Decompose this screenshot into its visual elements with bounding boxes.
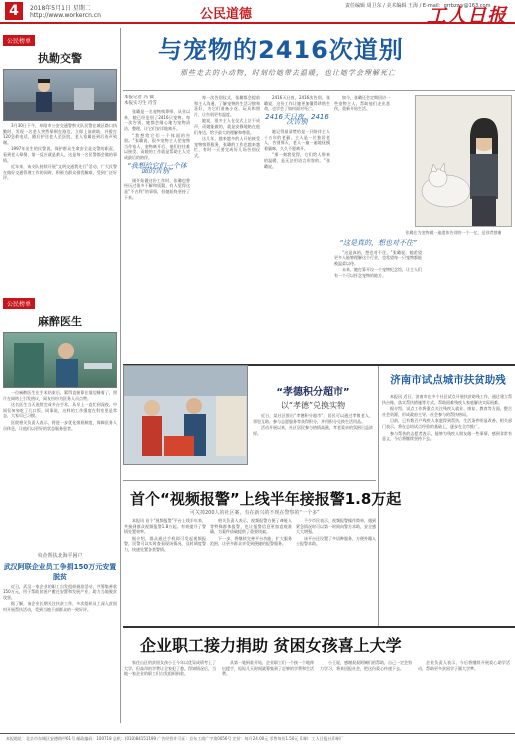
student-aid-column-2: 从第一笔捐款开始，企业职工们一个接一个地伸出援手，短短几天时间就筹集到了足够的学费和生活费。 — [222, 660, 314, 677]
page-footer: 本报地址：北京市东城区安德路甲61号 邮政编码：100718 总机：(010)84151199 广告经营许可证：京东工商广字第0056号 定价：每月24.00元 零售每份1.50元 印刷：工人日报社印刷厂 — [0, 733, 515, 744]
pet-funeral-photo — [415, 95, 512, 227]
police-photo — [3, 69, 117, 121]
feature-column-5: “这是真的，想也对不住” “这是真的，想也对不住。”张璐说，她希望更多人能够理解这个行业，也希望每一只宠物都能被温柔以待。 未来，她打算开设一个宠物纪念馆，让主人们有一个可以怀念宠物的地方。 — [334, 239, 422, 278]
video-column-1: 本报讯 首个“视频报警”平台上线半年来，共接到群众视频报警1.8万起，有效提升了警情处置效率。 据介绍，群众通过手机即可发起视频报警，民警可以实时查看现场情况，及时调度警力，快速处置各类警情。 — [124, 518, 206, 552]
video-column-2: 相关负责人表示，视频报警方便了聋哑人等特殊群体报警，也让报警信息更加直观准确，为案件侦破提供了重要线索。 下一步，将继续完善平台功能，扩大服务范围，让更多群众享受到便捷的报警服务。 — [210, 518, 292, 547]
feature-headline: 与宠物的2416次道别 — [158, 36, 404, 64]
photo-caption: 张璐在为宠物做一遍遗体告别的一个一亿，送别者感谢 — [405, 230, 502, 235]
feature-subheadline: 那些走去的小动物，时刻给她带去温暖，也让她学会理解死亡 — [180, 69, 396, 77]
video-column-3: 不少市民表示，视频报警操作简单，遇到紧急情况时可以第一时间向警方求助，安全感大大增强。 该平台还设置了多语种服务，方便外籍人士报警求助。 — [296, 518, 376, 547]
column-tag: 公民榜单 — [3, 298, 35, 309]
doctor-photo — [3, 332, 117, 388]
feature-column-2: 每一次告别仪式，张璐都会提前和主人沟通，了解宠物的生活习惯和喜好，为它们准备小花、玩具和照片，让告别更有温度。 她说，很多主人在仪式上泣不成声，而她能做的，就是安静地陪在他们身边，给予最大的理解和尊重。 这几年，越来越多的人开始接受宠物殡葬服务，张璐的工作也越来越忙，有时一天要完成好几场告别仪式。 — [194, 95, 260, 158]
column-divider — [120, 28, 121, 723]
student-aid-column-3: 小王说，感谢叔叔阿姨们的帮助，自己一定会努力学习，将来回报社会，把这份爱心传递下去。 — [320, 660, 412, 671]
section-rule — [123, 480, 376, 481]
jinan-headline: 济南市试点城市扶贫助残 — [390, 374, 506, 386]
story-title-donation: 武汉阿联企业员工争捐150万元安置脱贫 — [3, 562, 117, 581]
website-link[interactable]: http://www.workercn.cn — [30, 12, 101, 19]
doctor-figure-icon — [4, 333, 116, 387]
pull-quote-2: 2416天日夜，2416次告别 — [265, 112, 329, 127]
cat-and-woman-icon — [416, 96, 512, 227]
video-alarm-headline: 首个“视频报警”上线半年接报警1.8万起 — [130, 490, 402, 508]
story-title-police: 执勤交警 — [38, 52, 82, 65]
newspaper-logo: 工人日报 — [426, 5, 507, 27]
filial-supermarket-photo — [123, 365, 248, 465]
student-aid-column-4: 企业负责人表示，今后将继续开展爱心助学活动，帮助更多贫困学子圆大学梦。 — [418, 660, 510, 671]
filial-subheadline: 以“孝德”兑换实物 — [280, 401, 346, 410]
feature-column-1: 本报记者 冯 钺 本报实习生 肖雪 张璐是一名宠物殡葬师，从业以来，她已经送别了2416只宠物。每一次告别，她都会细心地为宠物清洁、整理，让它们安详地离开。 “我想给它们一个体面的告别。”张璐说，很多宠物主人把宠物当作家人，宠物离开后，他们往往难以接受，而她的工作就是帮助主人完成最后的陪伴。 “我想给它们一个体面的告别” 刚开始做这份工作时，张璐也曾经历过很多不解和质疑，有人觉得这是“不吉利”的事情，但她始终坚持了下来。 — [124, 95, 190, 200]
left-column — [3, 28, 117, 723]
video-alarm-subheadline: 可关掉200人的社区案，有在新兴的不现在警察的“一个多” — [190, 510, 320, 516]
section-rule — [123, 626, 515, 628]
pull-quote-3: “这是真的，想也对不住” — [339, 239, 417, 247]
headline-rule — [123, 90, 515, 91]
story-body-donation: 近日，武汉一家企业的职工自发组织捐款活动，共筹集善款150万元，用于帮助贫困户搬迁安置和发展产业，助力当地脱贫攻坚。 据了解，该企业长期关注扶贫工作，多次组织员工深入贫困村开展帮扶活动，受到当地干部群众的一致好评。 — [3, 583, 117, 612]
supermarket-scene-icon — [124, 366, 248, 465]
story-body-doctor: 一位麻醉医生在手术结束后，累得直接靠在墙边睡着了，照片在网络上引发热议，网友纷纷为医务人员点赞。 这名医生当天连续完成多台手术，从早上一直忙到深夜，中间仅匆匆吃了几口饭。同事说，这样的工作强度在科室里是常态，大家早已习惯。 医院相关负责人表示，将进一步优化排班制度，保障医务人员休息，让他们以更好的状态服务患者。 — [3, 390, 117, 431]
story-kicker: 央企帮扶北海平困户 — [37, 553, 83, 559]
column-tag: 公民榜单 — [3, 35, 35, 46]
issue-date: 2018年5月1日 星期二 — [30, 5, 91, 12]
feature-column-4: 如今，张璐还会定期回访一些宠物主人，帮助他们走出悲伤，重新开始生活。 — [334, 95, 390, 112]
story-body-police: 3月30日下午，阜阳市公安交通警察支队民警在城区路口执勤时，发现一名老人突然晕倒在路边，立即上前救助，并拨打120急救电话，随后护送老人至医院，老人家属赶到后连声致谢。 1997年出生的民警说，保护群众生命安全是交警的职责，看到老人晕倒，第一反应就是救人，这是每一名民警都会做的事情。 近年来，该支队持续开展“文明交通我先行”活动，广大民警在做好交通管理工作的同时，积极为群众排忧解难，受到广泛好评。 — [3, 123, 117, 181]
page-header — [0, 0, 515, 27]
page-number: 4 — [5, 2, 23, 20]
story-title-doctor: 麻醉医生 — [38, 315, 82, 328]
editor-info: 责任编辑 周卫东 / 美术编辑 王海 / E-mail：grrbzwy@163.com — [345, 3, 491, 9]
pull-quote-1: “我想给它们一个体面的告别” — [127, 161, 187, 176]
student-aid-headline: 企业职工接力捐助 贫困女孩喜上大学 — [140, 636, 402, 655]
section-title: 公民道德 — [200, 7, 253, 22]
student-aid-column-1: 家住山区的贫困女孩小王今年以优异成绩考上了大学，但高昂的学费让全家犯了愁。得知情况后，当地一家企业的职工们自发组织捐款。 — [124, 660, 216, 677]
police-figure-icon — [4, 70, 116, 120]
filial-headline: “孝德积分超市” — [276, 387, 350, 398]
feature-byline: 本报记者 冯 钺 本报实习生 肖雪 — [124, 95, 157, 106]
jinan-body: 本报讯 近日，济南市在多个社区试点开展扶贫助残工作，通过建立帮扶台账、落实帮扶措施等方式，帮助困难残疾人家庭解决实际困难。 据介绍，试点工作将重点关注残疾人就业、康复、教育等方面，整合社会资源，形成政府主导、社会参与的帮扶格局。 目前，已有数百户残疾人家庭得到帮扶，生活条件明显改善。相关部门表示，将在总结试点经验的基础上，逐步在全市推广。 参与帮扶的志愿者表示，能够为残疾人朋友做一些事情，感到非常有意义，今后将继续坚持下去。 — [382, 394, 512, 442]
filial-body: 近日，某社区推出“孝德积分超市”，居民可以通过孝敬老人、邻里互助、参与志愿服务等获得积分，并用积分兑换生活用品。 活动开展以来，社区居民参与热情高涨，孝老爱亲的氛围日益浓厚。 — [253, 413, 373, 436]
feature-column-3: 2416天日夜，2416次告别，张璐说，这份工作让她更加懂得珍惜生命，也学会了如何面对死亡。 2416天日夜，2416次告别 她记得最清楚的是一只陪伴主人十五年的老猫，主人是一位独居老人，告别那天，老人一遍一遍地抚摸着猫咪，久久不愿离开。 “那一刻我觉得，它们给人带来的温暖，是无法用语言形容的。”张璐说。 — [264, 95, 330, 169]
